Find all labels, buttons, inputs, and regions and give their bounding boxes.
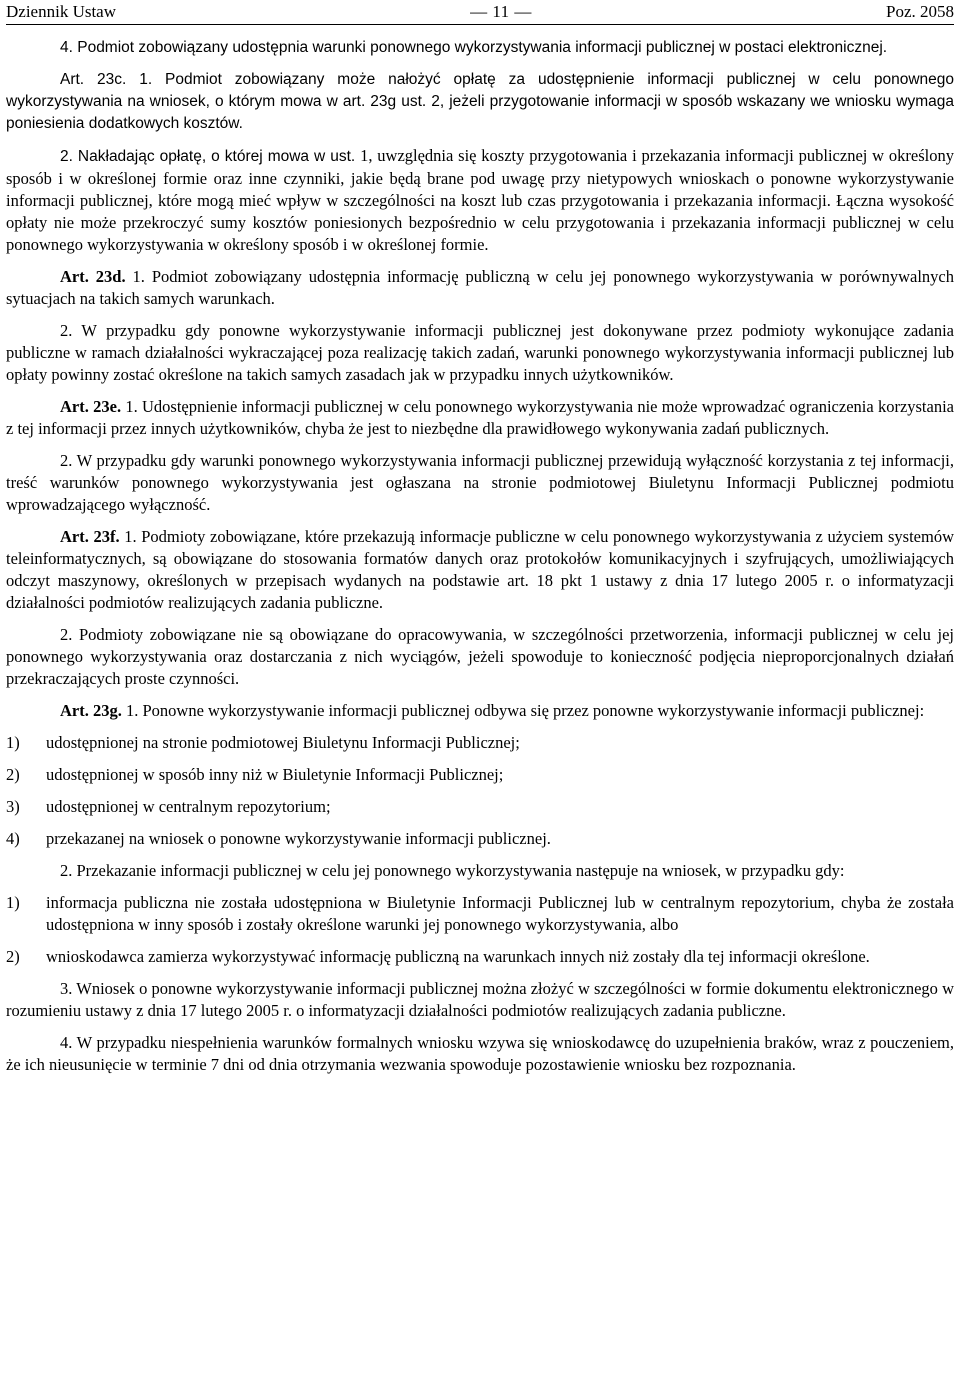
page-number: — 11 — [470, 2, 532, 21]
article-23g-4: 4. W przypadku niespełnienia warunków formalnych wniosku wzywa się wnioskodawcę do uzupełnienia braków, wraz z pouczeniem, że ich nieusunięcie w terminie 7 dni od dnia otrzymania wezwania spowoduje pozostawienie wniosku bez rozpoznania. [6, 1033, 954, 1074]
page-header [6, 0, 954, 25]
article-label: Art. 23g. [60, 701, 122, 720]
article-label: Art. 23e. [60, 397, 122, 416]
list-item-number: 2) [6, 765, 20, 784]
article-23e-2: 2. W przypadku gdy warunki ponownego wykorzystywania informacji publicznej przewidują wyłączność korzystania z tej informacji, treść warunków ponownego wykorzystywania jest ogłaszana na stronie podmiotowej Biuletynu Informacji Publicznej podmiotu wprowadzającego wyłączność. [6, 451, 954, 514]
paragraph-23b-4: 4. Podmiot zobowiązany udostępnia warunki ponownego wykorzystywania informacji publicznej w postaci elektronicznej. [60, 39, 888, 56]
article-23g-2: 2. Przekazanie informacji publicznej w celu jej ponownego wykorzystywania następuje na wniosek, w przypadku gdy: [60, 861, 845, 880]
position-number: Poz. 2058 [885, 2, 954, 21]
article-label: Art. 23f. [60, 527, 120, 546]
list-23g-2 [6, 892, 954, 968]
article-23f-1 [6, 526, 954, 614]
list-item-text: udostępnionej w centralnym repozytorium; [46, 797, 331, 816]
list-item [6, 946, 954, 968]
paragraph-rest: 1, uwzględnia się koszty przygotowania i przekazania informacji publicznej w określony sposób i w określonej formie oraz inne czynniki, jakie będą brane pod uwagę przy nietypowych wnioskach o ponowne wykorzystywanie informacji publicznej, które mogą mieć wpływ w szczególności na koszt lub czas przygotowania i przekazania informacji. Łączna wysokość opłaty nie może przekroczyć sumy kosztów poniesionych bezpośrednio w celu przygotowania i przekazania informacji publicznej w celu ponownego wykorzystywania w określony sposób i w określonej formie. [6, 146, 954, 254]
list-item [6, 764, 954, 786]
list-item-text: przekazanej na wniosek o ponowne wykorzystywanie informacji publicznej. [46, 829, 551, 848]
article-text: 1. Ponowne wykorzystywanie informacji publicznej odbywa się przez ponowne wykorzystywanie informacji publicznej: [121, 701, 925, 720]
article-23g-1 [6, 700, 954, 722]
list-item-text: informacja publiczna nie została udostępniona w Biuletynie Informacji Publicznej lub w centralnym repozytorium, chyba że została udostępniona w inny sposób i zostały określone warunki jej ponownego wykorzystywania, albo [46, 893, 954, 934]
list-item-number: 2) [6, 947, 20, 966]
article-label: Art. 23c. [60, 71, 127, 88]
article-23c-2 [6, 145, 954, 256]
list-item-text: udostępnionej na stronie podmiotowej Biuletynu Informacji Publicznej; [46, 733, 520, 752]
list-item-text: udostępnionej w sposób inny niż w Biuletynie Informacji Publicznej; [46, 765, 504, 784]
article-label: Art. 23d. [60, 267, 126, 286]
list-item [6, 892, 954, 936]
paragraph-start: 2. Nakładając opłatę, o której mowa w ust. [60, 148, 356, 165]
article-text: 1. Udostępnienie informacji publicznej w celu ponownego wykorzystywania nie może wprowadzać ograniczenia korzystania z tej informacji przez innych użytkowników, chyba że jest to niezbędne dla prawidłowego wykonywania zadań publicznych. [6, 397, 955, 438]
list-item-number: 1) [6, 893, 20, 912]
article-23d-1 [6, 266, 954, 310]
list-item-text: wnioskodawca zamierza wykorzystywać informację publiczną na warunkach innych niż zostały dla tej informacji określone. [46, 947, 870, 966]
list-item [6, 796, 954, 818]
list-item-number: 4) [6, 829, 20, 848]
list-item-number: 1) [6, 733, 20, 752]
article-23g-3: 3. Wniosek o ponowne wykorzystywanie informacji publicznej można złożyć w szczególności w formie dokumentu elektronicznego w rozumieniu ustawy z dnia 17 lutego 2005 r. o informatyzacji działalności podmiotów realizujących zadania publiczne. [6, 979, 954, 1020]
list-item [6, 732, 954, 754]
list-23g-1 [6, 732, 954, 850]
article-23d-2: 2. W przypadku gdy ponowne wykorzystywanie informacji publicznej jest dokonywane przez podmioty wykonujące zadania publiczne w ramach działalności wykraczającej poza realizację takich zadań, warunki ponownego wykorzystywania informacji publicznej lub opłaty powinny zostać określone na takich samych zasadach jak w przypadku innych użytkowników. [6, 321, 954, 384]
article-text: 1. Podmiot zobowiązany udostępnia informację publiczną w celu jej ponownego wykorzystywania w porównywalnych sytuacjach na takich samych warunkach. [6, 267, 954, 308]
list-item-number: 3) [6, 797, 20, 816]
list-item [6, 828, 954, 850]
article-text: 1. Podmioty zobowiązane, które przekazują informacje publiczne w celu ponownego wykorzystywania z użyciem systemów teleinformatycznych, są obowiązane do stosowania formatów danych oraz protokołów komunikacyjnych i szyfrujących, umożliwiających odczyt maszynowy, określonych w przepisach wydanych na podstawie art. 18 pkt 1 ustawy z dnia 17 lutego 2005 r. o informatyzacji działalności podmiotów realizujących zadania publiczne. [6, 527, 955, 612]
article-23c-1 [6, 69, 954, 135]
article-text: 1. Podmiot zobowiązany może nałożyć opłatę za udostępnienie informacji publicznej w celu ponownego wykorzystywania na wniosek, o którym mowa w art. 23g ust. 2, jeżeli przygotowanie informacji w sposób wskazany we wniosku wymaga poniesienia dodatkowych kosztów. [6, 71, 954, 132]
article-23e-1 [6, 396, 954, 440]
article-23f-2: 2. Podmioty zobowiązane nie są obowiązane do opracowywania, w szczególności przetworzenia, informacji publicznej w celu jej ponownego wykorzystywania oraz dostarczania z nich wyciągów, jeżeli spowoduje to konieczność podjęcia nieproporcjonalnych działań przekraczających proste czynności. [6, 625, 954, 688]
journal-name: Dziennik Ustaw [6, 2, 117, 21]
